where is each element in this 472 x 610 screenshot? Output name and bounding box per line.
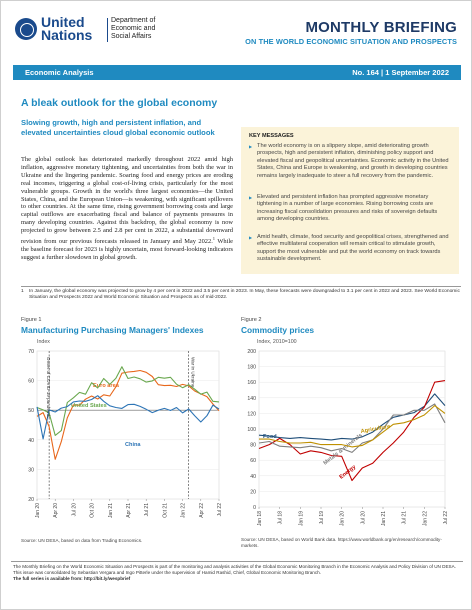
- x-tick-label: Jul 22: [443, 511, 449, 525]
- x-tick-label: Jul 20: [360, 511, 367, 525]
- x-tick-label: Jul 21: [144, 503, 151, 517]
- y-tick-label: 60: [250, 458, 256, 465]
- y-tick-label: 0: [253, 505, 256, 511]
- figure1-chart: [21, 347, 226, 537]
- y-tick-label: 50: [28, 408, 34, 415]
- series-label: Food: [263, 434, 277, 440]
- x-tick-label: Jul 21: [401, 511, 408, 525]
- briefing-title: MONTHLY BRIEFING: [305, 19, 457, 36]
- banner-section: Economic Analysis: [25, 68, 94, 77]
- banner-issue: No. 164 | 1 September 2022: [352, 68, 449, 77]
- figure2-unit: Index, 2010=100: [257, 339, 297, 345]
- figure2-title: Commodity prices: [241, 325, 315, 335]
- y-tick-label: 70: [28, 349, 34, 355]
- x-tick-label: Apr 22: [198, 503, 205, 518]
- x-tick-label: Jul 20: [71, 503, 78, 517]
- series-link[interactable]: The full series is available from: http://bit.ly/wespbrief: [13, 576, 131, 581]
- series-label: United States: [71, 403, 107, 409]
- y-tick-label: 30: [28, 467, 34, 474]
- x-tick-label: Jan 19: [298, 511, 305, 527]
- series-label: Euro area: [93, 383, 119, 389]
- footnote-divider: [21, 286, 461, 287]
- y-tick-label: 80: [250, 442, 256, 449]
- header-divider: [107, 18, 108, 42]
- figure2-chart: [241, 347, 451, 547]
- y-tick-label: 140: [247, 395, 256, 402]
- y-tick-label: 120: [247, 411, 256, 418]
- header: [11, 16, 463, 58]
- x-tick-label: Jan 18: [257, 511, 263, 527]
- y-tick-label: 200: [247, 349, 256, 355]
- y-tick-label: 40: [28, 437, 34, 444]
- series-line: [259, 394, 445, 440]
- x-tick-label: Jan 20: [35, 503, 41, 519]
- figure1-label: Figure 1: [21, 317, 42, 323]
- figure1-source: Source: UN DESA, based on data from Trading Economics.: [21, 538, 143, 543]
- footnote-ref[interactable]: 1: [212, 236, 216, 242]
- series-label: Agriculture: [360, 423, 391, 435]
- x-tick-label: Jan 21: [381, 511, 387, 527]
- x-tick-label: Apr 21: [126, 503, 132, 518]
- briefing-subtitle: ON THE WORLD ECONOMIC SITUATION AND PROSPECTS: [245, 37, 457, 46]
- org-name: United Nations: [41, 14, 93, 43]
- x-tick-label: Jan 22: [180, 503, 187, 519]
- figure1-title: Manufacturing Purchasing Managers' Indexes: [21, 325, 204, 335]
- x-tick-label: Oct 20: [89, 503, 96, 518]
- key-message: ▶ The world economy is on a slippery slope, amid deteriorating growth prospects, high and persistent inflation, diminishing policy support and elevated fiscal and geopolitical uncertainties. Economic activity in the United States, China and Europe is weakening, and growth in developing countries remains largely inadequate to steer a full recovery from the pandemic.: [249, 143, 453, 180]
- footnote-number: 1: [21, 289, 24, 294]
- key-messages-title: KEY MESSAGES: [249, 133, 294, 139]
- x-tick-label: Jan 20: [339, 511, 346, 527]
- figure2-source: Source: UN DESA, based on World Bank data. https://www.worldbank.org/en/research/commodity-markets.: [241, 537, 442, 548]
- figure2-label: Figure 2: [241, 317, 262, 323]
- x-tick-label: Jan 21: [107, 503, 114, 519]
- x-tick-label: Jul 22: [217, 503, 223, 517]
- key-messages-box: [241, 127, 459, 274]
- article-headline: A bleak outlook for the global economy: [21, 97, 218, 109]
- y-tick-label: 100: [247, 427, 256, 433]
- y-tick-label: 160: [247, 380, 256, 387]
- series-label: Metals & minerals: [322, 432, 364, 467]
- marker-label: War in Ukraine: [190, 357, 196, 388]
- series-label: Energy: [338, 464, 358, 481]
- key-message: ▶ Elevated and persistent inflation has prompted aggressive monetary tightening in a number of large economies. Rising borrowing costs are increasing fiscal consolidation pressures and risks of sovereign defaults among developing countries.: [249, 194, 453, 224]
- y-tick-label: 20: [28, 497, 34, 503]
- bottom-note: The Monthly Briefing on the World Economic Situation and Prospects is part of the monitoring and analysis activities of the Global Economic Monitoring Branch in the Economic Analysis and Policy Division of UN DESA. This issue was consolidated by Sebastian Vergara and Ingo Pitterle under the supervision of Hamid Rashid, Chief, Global Economic Monitoring Branch. The full series is available from: http://bit.ly/wespbrief: [13, 564, 456, 581]
- x-tick-label: Jul 18: [277, 511, 284, 525]
- marker-label: Onset of COVID-19 pandemic: [46, 357, 52, 419]
- article-subheadline: Slowing growth, high and persistent inflation, and elevated uncertainties cloud global economic outlook: [21, 118, 215, 137]
- series-label: China: [125, 442, 141, 448]
- department-name: Department of Economic and Social Affairs: [111, 17, 156, 40]
- bottom-divider: [11, 561, 463, 562]
- x-tick-label: Jan 22: [422, 511, 429, 527]
- x-tick-label: Jul 19: [319, 511, 325, 525]
- un-emblem-icon: [15, 18, 37, 40]
- y-tick-label: 40: [250, 473, 256, 480]
- footnote-text: In January, the global economy was projected to grow by 4 per cent in 2022 and 3.5 per cent in 2023. In May, these forecasts were downgraded to 3.1 per cent in 2022 and 2023. See World Economic Situation and Prospects 2022 and World Economic Situation and Prospects as of mid-2022.: [29, 289, 460, 301]
- y-tick-label: 180: [247, 364, 256, 371]
- key-message: ▶ Amid health, climate, food security and geopolitical crises, strengthened and effective multilateral cooperation will remain critical to stimulate growth, support the most vulnerable and put the world economy on track towards sustainable development.: [249, 234, 453, 264]
- section-banner: [13, 65, 461, 80]
- x-tick-label: Apr 20: [53, 503, 60, 518]
- y-tick-label: 60: [28, 378, 34, 385]
- x-tick-label: Oct 21: [162, 503, 169, 518]
- article-body: The global outlook has deteriorated markedly throughout 2022 amid high inflation, aggressive monetary tightening, and uncertainties from both the war in Ukraine and the lingering pandemic. Soaring food and energy prices are eroding real incomes, triggering a global cost-of-living crisis, particularly for the most vulnerable groups. Growth in the world's three largest economies—the United States, China, and the European Union—is weakening, with significant spillovers to other countries. At the same time, rising government borrowing costs and large capital outflows are exacerbating fiscal and balance of payments pressures in many developing countries. Against this backdrop, the global economy is now projected to grow between 2.5 and 2.8 per cent in 2022, a substantial downward revision from our previous forecasts released in January and May 2022.$^1$ While the baseline forecast for 2023 is highly uncertain, most forward-looking indicators suggest a further slowdown in global growth.: [21, 156, 233, 261]
- figure1-unit: Index: [37, 339, 50, 345]
- y-tick-label: 20: [250, 489, 256, 496]
